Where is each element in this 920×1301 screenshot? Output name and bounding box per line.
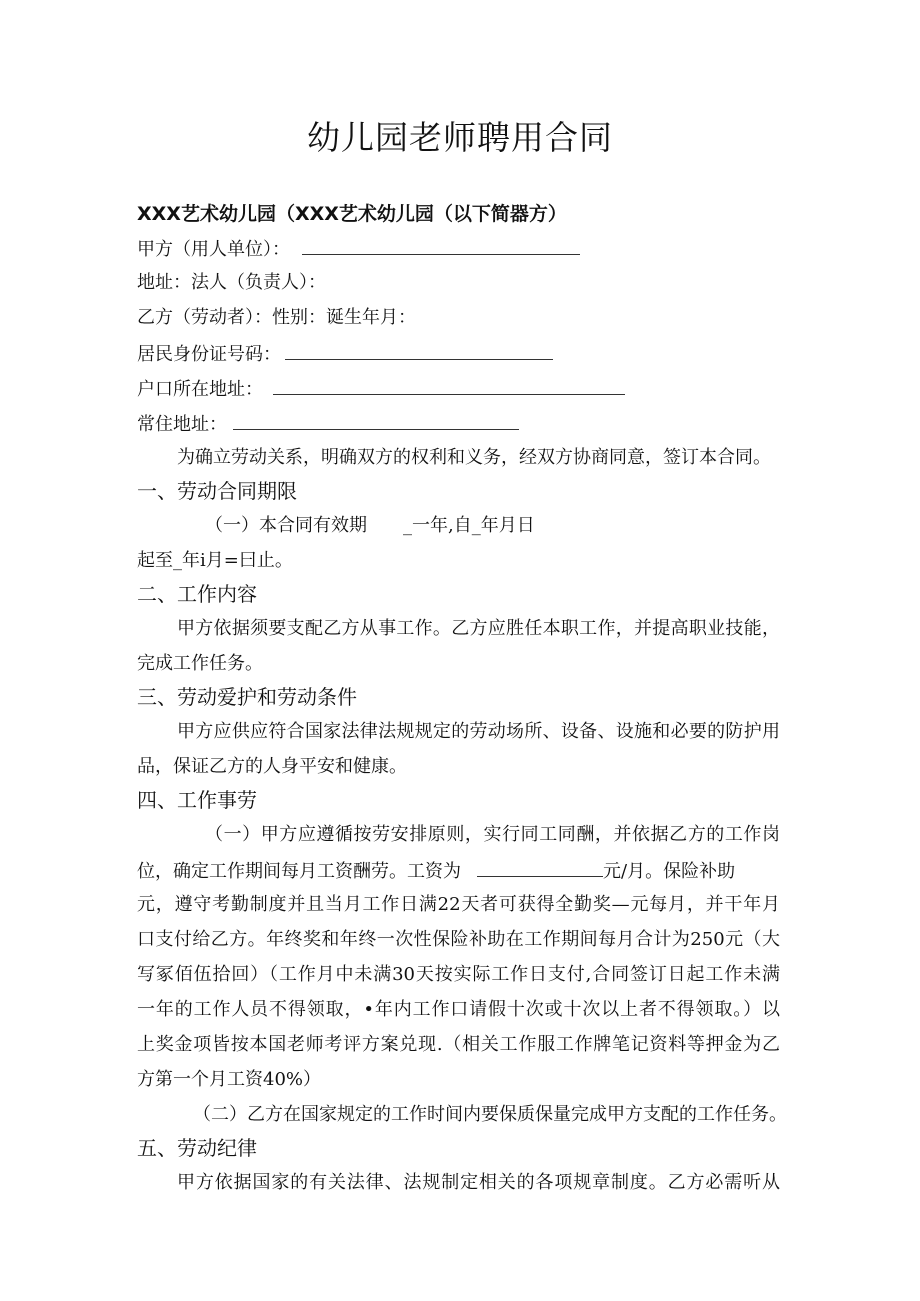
section-2-heading: 二、工作内容	[137, 582, 257, 606]
salary-blank	[477, 858, 603, 877]
section-3-line-2: 品，保证乙方的人身平安和健康。	[137, 756, 407, 777]
document-title: 幼儿园老师聘用合同	[307, 118, 613, 157]
section-4-line-6	[137, 998, 780, 1022]
section-1-heading: 一、劳动合同期限	[137, 479, 297, 503]
party-b-label: 乙方（劳动者）：性别：诞生年月：	[137, 307, 416, 328]
section-5-line-1	[177, 1171, 780, 1195]
section-4-line-7-text: 上奖金项皆按本国老师考评方案兑现.（相关工作服工作牌笔记资料等押金为乙	[137, 1034, 780, 1055]
section-4-item-2: （二）乙方在国家规定的工作时间内要保质保量完成甲方支配的工作任务。	[193, 1104, 787, 1125]
section-2-line-1-text: 甲方依据须要支配乙方从事工作。乙方应胜任本职工作，并提高职业技能，	[177, 618, 780, 639]
section-4-line-7	[137, 1033, 780, 1057]
salary-unit: 元/月。保险补助	[603, 861, 736, 882]
document-subtitle: XXX艺术幼儿园（XXX艺术幼儿园（以下简器方）	[137, 203, 567, 225]
section-4-line-8: 方第一个月工资40%）	[137, 1069, 322, 1090]
section-4-line-5	[137, 963, 780, 987]
salary-label: 位，确定工作期间每月工资酬劳。工资为	[137, 861, 461, 882]
party-a-label: 甲方（用人单位）：	[137, 239, 290, 260]
party-a-field	[137, 236, 580, 262]
section-2-line-2: 完成工作任务。	[137, 653, 263, 674]
hukou-field	[137, 376, 625, 402]
section-4-line-4-text: 口支付给乙方。年终奖和年终一次性保险补助在工作期间每月合计为250元（大	[137, 929, 780, 950]
section-5-line-1-text: 甲方依据国家的有关法律、法规制定相关的各项规章制度。乙方必需听从	[177, 1172, 780, 1193]
residence-blank	[233, 411, 519, 430]
section-4-line-5-text: 写冢佰伍拾回）（工作月中未满30天按实际工作日支付,合同签订日起工作未满	[137, 964, 780, 985]
section-4-line-1-text: （一）甲方应遵循按劳安排原则，实行同工同酬，并依据乙方的工作岗	[205, 824, 780, 845]
section-4-line-2	[137, 858, 735, 884]
section-4-line-4	[137, 928, 780, 952]
section-2-line-1	[177, 617, 780, 641]
section-1-end-line: 起至_年i月=曰止。	[137, 550, 293, 571]
id-number-field	[137, 341, 553, 367]
id-number-label: 居民身份证号码：	[137, 344, 281, 365]
section-3-line-1	[177, 720, 780, 744]
hukou-label: 户口所在地址：	[137, 379, 263, 400]
hukou-blank	[273, 376, 625, 395]
section-4-line-1	[205, 823, 780, 847]
residence-label: 常住地址：	[137, 414, 227, 435]
section-4-line-3	[137, 893, 780, 917]
section-3-line-1-text: 甲方应供应符合国家法律法规规定的劳动场所、设备、设施和必要的防护用	[177, 721, 780, 742]
residence-field	[137, 411, 519, 437]
section-3-heading: 三、劳动爱护和劳动条件	[137, 685, 357, 709]
intro-paragraph: 为确立劳动关系，明确双方的权利和义务，经双方协商同意，签订本合同。	[177, 447, 771, 468]
party-a-blank	[302, 236, 580, 255]
section-1-term-line: （一）本合同有效期 _一年,自_年月日	[205, 515, 535, 536]
section-4-line-6-text: 一年的工作人员不得领取，•年内工作口请假十次或十次以上者不得领取。）以	[137, 999, 780, 1020]
address-label: 地址：法人（负责人）：	[137, 272, 326, 293]
section-4-heading: 四、工作事劳	[137, 788, 257, 812]
id-number-blank	[285, 341, 553, 360]
section-5-heading: 五、劳动纪律	[137, 1136, 257, 1160]
section-4-line-3-text: 元，遵守考勤制度并且当月工作日满22天者可获得全勤奖—元每月，并干年月	[137, 894, 780, 915]
